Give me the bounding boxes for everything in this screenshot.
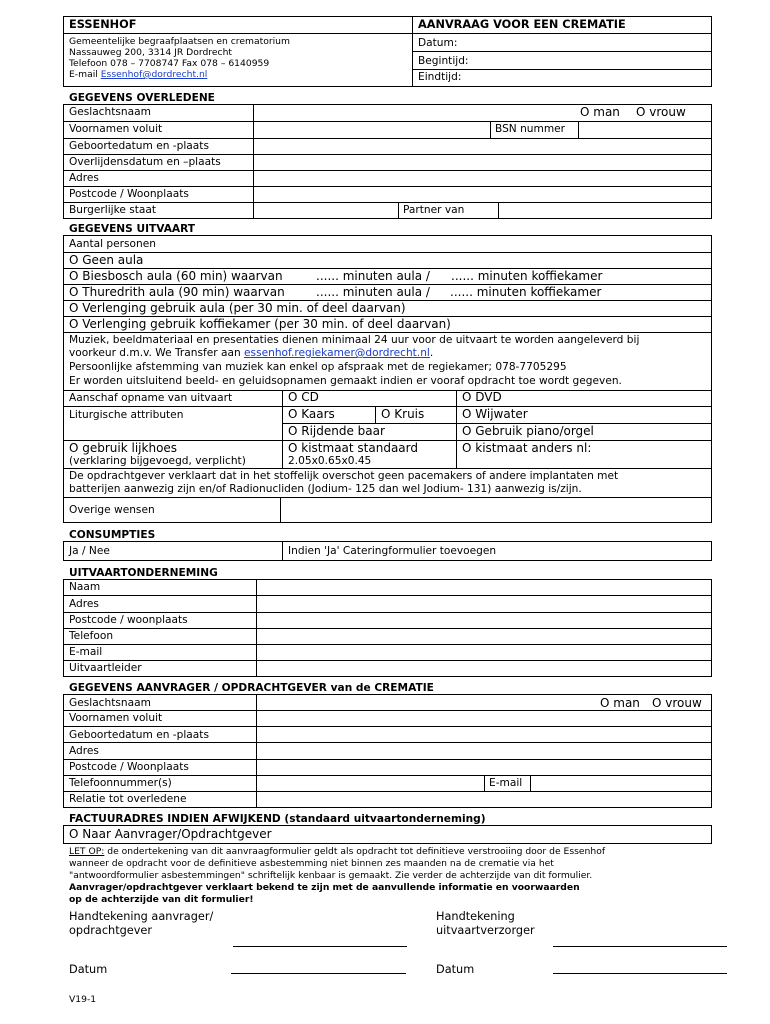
col-rule	[375, 406, 376, 423]
col-rule	[456, 390, 457, 468]
section-title-aanvrager: GEGEVENS AANVRAGER / OPDRACHTGEVER van de CREMATIE	[69, 682, 434, 694]
row-rule	[63, 252, 712, 253]
section-title-uitvaart: GEGEVENS UITVAART	[69, 223, 196, 235]
label-overige-wensen: Overige wensen	[69, 504, 155, 516]
row-rule	[63, 644, 712, 645]
label-aanv-geslachtsnaam: Geslachtsnaam	[69, 697, 151, 709]
verklaring-line-1: Aanvrager/opdrachtgever verklaart bekend te zijn met de aanvullende informatie en voorwaarden	[69, 882, 580, 893]
row-rule	[63, 759, 712, 760]
row-rule	[63, 497, 712, 498]
row-rule	[63, 791, 712, 792]
label-aanv-adres: Adres	[69, 745, 99, 757]
org-line-2: Nassauweg 200, 3314 JR Dordrecht	[69, 47, 232, 58]
label-aanv-email: E-mail	[489, 777, 523, 789]
row-rule	[63, 390, 712, 391]
label-ond-naam: Naam	[69, 581, 101, 593]
label-ond-telefoon: Telefoon	[69, 630, 114, 642]
letop-text-1: de ondertekening van dit aanvraagformulier geldt als opdracht tot definitieve verstrooiing door de Essenhof	[104, 846, 606, 857]
datum-left-line[interactable]	[231, 973, 406, 974]
eindtijd-field[interactable]: Eindtijd:	[418, 71, 462, 83]
radio-cd[interactable]: O CD	[288, 390, 319, 404]
datum-right-line[interactable]	[553, 973, 727, 974]
sig-aanvrager-line[interactable]	[233, 946, 407, 947]
muziek-line-3: Persoonlijke afstemming van muziek kan enkel op afspraak met de regiekamer; 078-7705295	[69, 361, 567, 373]
sig-uitvaart-line[interactable]	[553, 946, 727, 947]
bsn-divider-r	[578, 121, 579, 138]
sig-aanvrager-label-1: Handtekening aanvrager/	[69, 910, 214, 923]
label-adres: Adres	[69, 172, 99, 184]
header-begintijd-rule	[412, 69, 712, 70]
thuredrith-minuten-aula[interactable]: ...... minuten aula /	[316, 285, 430, 299]
radio-kaars[interactable]: O Kaars	[288, 407, 335, 421]
header-title-rule	[63, 33, 712, 34]
radio-aanv-vrouw[interactable]: O vrouw	[652, 696, 702, 710]
form-title: AANVRAAG VOOR EEN CREMATIE	[418, 18, 626, 31]
thuredrith-minuten-koffie[interactable]: ...... minuten koffiekamer	[450, 285, 602, 299]
org-line-3: Telefoon 078 – 7708747 Fax 078 – 6140959	[69, 58, 270, 69]
label-aanv-relatie: Relatie tot overledene	[69, 793, 187, 805]
letop-line-3: "antwoordformulier asbestemmingen" schriftelijk kenbaar is gemaakt. Zie verder de achterzijde van dit formulier.	[69, 870, 593, 881]
radio-kistmaat-standaard[interactable]: O kistmaat standaard	[288, 441, 418, 455]
pacemaker-line-2: batterijen aanwezig zijn en/of Radionucliden (Jodium- 125 dan wel Jodium- 131) aanwezig is/zijn.	[69, 483, 582, 495]
version-label: V19-1	[69, 994, 97, 1005]
label-ond-email: E-mail	[69, 646, 103, 658]
row-rule	[63, 775, 712, 776]
radio-lijkhoes[interactable]: O gebruik lijkhoes	[69, 441, 178, 455]
letop-line-1	[69, 846, 605, 857]
org-email-prefix: E-mail	[69, 69, 101, 80]
label-aanv-geboorte: Geboortedatum en -plaats	[69, 729, 209, 741]
partner-divider-l	[398, 202, 399, 219]
col-rule	[282, 541, 283, 561]
row-rule	[63, 628, 712, 629]
row-rule	[63, 121, 712, 122]
radio-dvd[interactable]: O DVD	[462, 390, 502, 404]
label-partner: Partner van	[403, 204, 465, 216]
label-aanv-telefoon: Telefoonnummer(s)	[69, 777, 172, 789]
row-rule	[63, 726, 712, 727]
label-geslachtsnaam: Geslachtsnaam	[69, 106, 151, 118]
radio-kistmaat-anders[interactable]: O kistmaat anders nl:	[462, 441, 592, 455]
org-email-line	[69, 69, 207, 80]
section-title-consumpties: CONSUMPTIES	[69, 529, 156, 541]
section-title-factuur: FACTUURADRES INDIEN AFWIJKEND (standaard uitvaartonderneming)	[69, 813, 486, 825]
label-ond-leider: Uitvaartleider	[69, 662, 142, 674]
header-datum-rule	[412, 51, 712, 52]
label-liturgische: Liturgische attributen	[69, 409, 184, 421]
muziek-line-1: Muziek, beeldmateriaal en presentaties dienen minimaal 24 uur voor de uitvaart te worden aangeleverd bij	[69, 334, 640, 346]
radio-man[interactable]: O man	[580, 105, 620, 119]
row-rule	[63, 660, 712, 661]
radio-wijwater[interactable]: O Wijwater	[462, 407, 528, 421]
sig-aanvrager-label-2: opdrachtgever	[69, 924, 153, 937]
row-rule	[63, 332, 712, 333]
radio-biesbosch[interactable]: O Biesbosch aula (60 min) waarvan	[69, 269, 283, 283]
radio-geen-aula[interactable]: O Geen aula	[69, 253, 144, 267]
biesbosch-minuten-aula[interactable]: ...... minuten aula /	[316, 269, 430, 283]
biesbosch-minuten-koffie[interactable]: ...... minuten koffiekamer	[451, 269, 603, 283]
label-aantal-personen: Aantal personen	[69, 238, 156, 250]
letop-label: LET OP:	[69, 846, 105, 857]
begintijd-field[interactable]: Begintijd:	[418, 55, 469, 67]
label-aanschaf-opname: Aanschaf opname van uitvaart	[69, 392, 233, 404]
label-bsn: BSN nummer	[495, 123, 566, 135]
kistmaat-standaard-size: 2.05x0.65x0.45	[288, 455, 372, 467]
label-burgerlijke-staat: Burgerlijke staat	[69, 204, 157, 216]
radio-piano-orgel[interactable]: O Gebruik piano/orgel	[462, 424, 594, 438]
radio-verlenging-aula[interactable]: O Verlenging gebruik aula (per 30 min. of deel daarvan)	[69, 301, 406, 315]
col-rule	[484, 775, 485, 791]
radio-thuredrith[interactable]: O Thuredrith aula (90 min) waarvan	[69, 285, 285, 299]
row-rule	[63, 595, 712, 596]
row-rule	[63, 742, 712, 743]
org-email-link[interactable]: Essenhof@dordrecht.nl	[100, 69, 208, 80]
label-ond-postcode: Postcode / woonplaats	[69, 614, 188, 626]
letop-line-2: wanneer de opdracht voor de definitieve asbestemming niet binnen zes maanden na de crematie via het	[69, 858, 554, 869]
label-voornamen: Voornamen voluit	[69, 123, 163, 135]
row-rule	[63, 186, 712, 187]
datum-field[interactable]: Datum:	[418, 37, 458, 49]
partner-divider-r	[498, 202, 499, 219]
radio-kruis[interactable]: O Kruis	[381, 407, 425, 421]
pacemaker-line-1: De opdrachtgever verklaart dat in het stoffelijk overschot geen pacemakers of andere implantaten met	[69, 470, 619, 482]
row-rule	[63, 612, 712, 613]
section-title-onderneming: UITVAARTONDERNEMING	[69, 567, 218, 579]
regiekamer-email-link[interactable]: essenhof.regiekamer@dordrecht.nl	[244, 347, 430, 359]
muziek-line-2	[69, 347, 433, 360]
label-ond-adres: Adres	[69, 598, 99, 610]
sig-uitvaart-label-1: Handtekening	[436, 910, 515, 923]
section-title-overledene: GEGEVENS OVERLEDENE	[69, 92, 215, 104]
radio-aanv-man[interactable]: O man	[600, 696, 640, 710]
label-aanv-postcode: Postcode / Woonplaats	[69, 761, 189, 773]
lijkhoes-note: (verklaring bijgevoegd, verplicht)	[69, 455, 246, 467]
muziek-line-2-prefix: voorkeur d.m.v. We Transfer aan	[69, 347, 245, 359]
row-rule	[63, 710, 712, 711]
col-rule	[282, 390, 283, 468]
radio-rijdende-baar[interactable]: O Rijdende baar	[288, 424, 385, 438]
org-line-1: Gemeentelijke begraafplaatsen en crematorium	[69, 36, 290, 47]
radio-vrouw[interactable]: O vrouw	[636, 105, 686, 119]
radio-naar-aanvrager[interactable]: O Naar Aanvrager/Opdrachtgever	[69, 827, 272, 841]
label-geboorte: Geboortedatum en -plaats	[69, 140, 209, 152]
muziek-line-2-suffix: .	[429, 347, 434, 359]
sig-uitvaart-label-2: uitvaartverzorger	[436, 924, 535, 937]
org-name: ESSENHOF	[69, 18, 137, 31]
col-rule	[530, 775, 531, 791]
bsn-divider-l	[490, 121, 491, 138]
row-rule	[63, 154, 712, 155]
row-rule	[63, 170, 712, 171]
row-rule	[63, 202, 712, 203]
col-rule	[280, 497, 281, 523]
verklaring-line-2: op de achterzijde van dit formulier!	[69, 894, 254, 905]
label-postcode: Postcode / Woonplaats	[69, 188, 189, 200]
opnames-text: Er worden uitsluitend beeld- en geluidsopnamen gemaakt indien er vooraf opdracht toe wordt gegeven.	[69, 375, 622, 387]
radio-verlenging-koffie[interactable]: O Verlenging gebruik koffiekamer (per 30 min. of deel daarvan)	[69, 317, 451, 331]
label-aanv-voornamen: Voornamen voluit	[69, 712, 163, 724]
label-ja-nee: Ja / Nee	[69, 545, 110, 557]
datum-left-label: Datum	[69, 963, 108, 976]
label-overlijden: Overlijdensdatum en –plaats	[69, 156, 221, 168]
datum-right-label: Datum	[436, 963, 475, 976]
row-rule	[63, 468, 712, 469]
catering-note: Indien 'Ja' Cateringformulier toevoegen	[288, 545, 497, 557]
row-rule	[63, 138, 712, 139]
